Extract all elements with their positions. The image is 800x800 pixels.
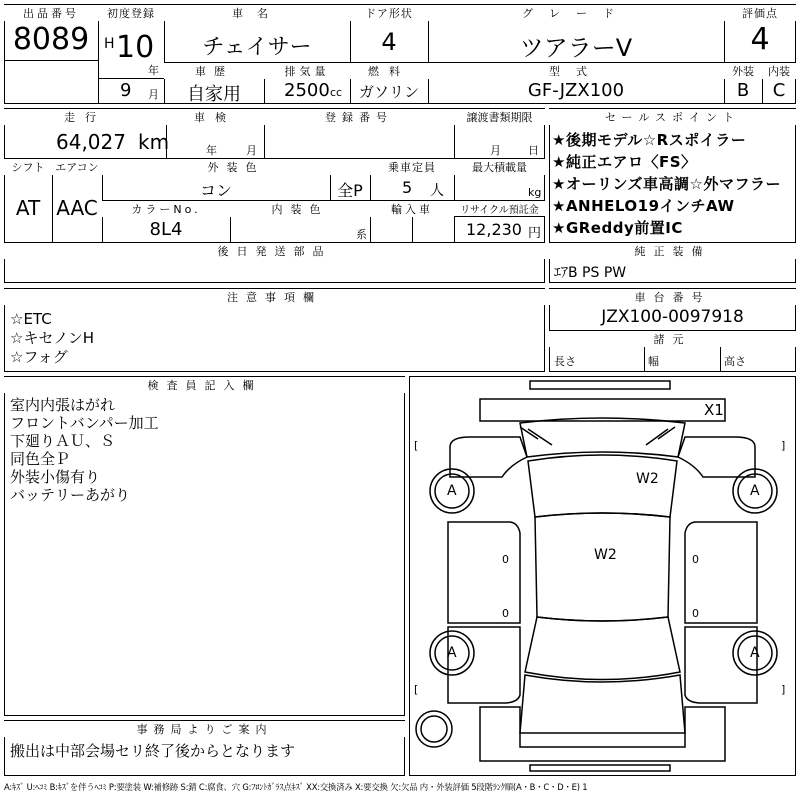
height-label: 高さ <box>724 355 746 368</box>
mark-w2-rear: W2 <box>636 471 659 487</box>
sales-point-1: ★後期モデル☆Rスポイラー <box>552 131 747 149</box>
mark-a-rear-left: A <box>447 483 457 499</box>
recycle: 12,230 <box>466 220 522 239</box>
shift-label: シフト <box>4 159 52 175</box>
ac: AAC <box>56 196 98 220</box>
recycle-yen: 円 <box>528 226 542 241</box>
sales-point-4: ★ANHELO19インチAW <box>552 197 735 215</box>
transfer-day: 日 <box>528 144 539 157</box>
mileage-label: 走行 <box>4 109 166 125</box>
intcolor-label: 内装色 <box>230 201 370 217</box>
chassis-label: 車台番号 <box>549 289 796 305</box>
inspector-note-5: 外装小傷有り <box>10 468 101 486</box>
notes-label: 注意事項欄 <box>4 289 545 305</box>
front-bumper <box>480 707 725 761</box>
car-damage-map <box>409 376 796 776</box>
displacement: 2500 <box>284 80 330 101</box>
history: 自家用 <box>187 84 241 105</box>
year-unit: 年 <box>148 64 159 77</box>
lot-number: 8089 <box>12 22 90 57</box>
score-label: 評価点 <box>724 5 796 21</box>
inspector-note-1: 室内内張はがれ <box>10 396 116 414</box>
inspection-label: 車検 <box>166 109 264 125</box>
cc-unit: cc <box>330 86 343 99</box>
mark-a-front-right: A <box>750 645 760 661</box>
dims-label: 諸元 <box>549 331 796 347</box>
office-note: 搬出は中部会場セリ終了後からとなります <box>10 742 296 760</box>
reg-year: 10 <box>116 30 155 65</box>
recycle-label: リサイクル預託金 <box>454 201 545 216</box>
note-2: ☆キセノンH <box>10 329 94 347</box>
inspector-label: 検査員記入欄 <box>4 377 405 393</box>
import-label: 輸入車 <box>370 201 454 217</box>
car-name-label: 車名 <box>164 5 350 21</box>
mark-zero-4: 0 <box>692 607 699 620</box>
ext-grade: B <box>736 80 750 101</box>
doors-label: ドア形状 <box>350 5 428 21</box>
paint-status: 全P <box>337 181 363 200</box>
rear-panel-top <box>530 381 670 389</box>
note-3: ☆フォグ <box>10 348 68 366</box>
mileage: 64,027 <box>56 130 126 154</box>
capacity-unit: 人 <box>430 183 444 199</box>
tail-lights <box>520 427 675 445</box>
bracket-4: ] <box>781 683 786 696</box>
model: GF-JZX100 <box>527 80 625 101</box>
sales-point-3: ★オーリンズ車高調☆外マフラー <box>552 175 781 193</box>
inspector-note-6: バッテリーあがり <box>10 486 131 504</box>
car-outline-drawing <box>410 377 795 775</box>
mark-x1: X1 <box>704 401 724 419</box>
colorno: 8L4 <box>149 219 183 240</box>
lot-no-label: 出品番号 <box>4 5 98 21</box>
color-label: 外装色 <box>102 159 370 175</box>
ext-label: 外装 <box>724 63 762 79</box>
bracket-1: [ <box>414 439 419 452</box>
displacement-label: 排気量 <box>264 63 350 79</box>
fuel-label: 燃料 <box>350 63 428 79</box>
history-label: 車歴 <box>164 63 264 79</box>
equipment: ｴｱB PS PW <box>554 265 627 281</box>
front-panel-bottom <box>530 765 670 771</box>
int-label: 内装 <box>762 63 796 79</box>
inspection-year-unit: 年 <box>206 144 217 157</box>
load-label: 最大積載量 <box>454 159 545 175</box>
equipment-label: 純正装備 <box>549 243 796 259</box>
later-parts-label: 後日発送部品 <box>4 243 545 259</box>
fuel: ガソリン <box>358 83 419 101</box>
bracket-3: [ <box>414 683 419 696</box>
roof <box>535 513 670 621</box>
mark-a-front-left: A <box>447 645 457 661</box>
width-label: 幅 <box>648 355 659 368</box>
colorno-label: カラーNo. <box>102 201 230 217</box>
sales-point-5: ★GReddy前置IC <box>552 219 683 237</box>
capacity-label: 乗車定員 <box>370 159 454 175</box>
int-grade: C <box>772 80 786 101</box>
hood <box>520 675 685 733</box>
regno-label: 登録番号 <box>264 109 454 125</box>
left-rear-door <box>448 522 520 623</box>
sales-point-2: ★純正エアロ〈FS〉 <box>552 153 697 171</box>
mark-w2-roof: W2 <box>594 547 617 563</box>
rear-right-quarter <box>678 437 755 477</box>
month-unit: 月 <box>148 88 159 101</box>
windshield <box>525 617 680 680</box>
grade-label: グレード <box>428 5 724 21</box>
inspector-note-2: フロントバンパー加工 <box>10 414 159 432</box>
mark-zero-3: 0 <box>692 553 699 566</box>
capacity: 5 <box>402 178 413 197</box>
reg-month: 9 <box>120 80 132 101</box>
length-label: 長さ <box>554 355 576 368</box>
model-label: 型式 <box>428 63 724 79</box>
inspection-month-unit: 月 <box>246 144 257 157</box>
mark-a-rear-right: A <box>750 483 760 499</box>
transfer-label: 譲渡書類期限 <box>454 109 545 125</box>
office-label: 事務局よりご案内 <box>4 721 405 737</box>
sales-points-label: セールスポイント <box>549 109 796 125</box>
load-unit: kg <box>528 186 542 199</box>
intcolor-unit: 系 <box>356 228 367 241</box>
bracket-2: ] <box>781 439 786 452</box>
transfer-month: 月 <box>490 144 501 157</box>
grade: ツアラーV <box>519 34 633 62</box>
doors: 4 <box>381 28 397 56</box>
chassis-number: JZX100-0097918 <box>601 307 744 327</box>
left-front-door <box>448 627 520 703</box>
mark-zero-1: 0 <box>502 553 509 566</box>
inspector-note-4: 同色全Ｐ <box>10 450 71 468</box>
shift: AT <box>15 196 41 220</box>
km-unit: km <box>138 130 170 154</box>
reg-label: 初度登録 <box>98 5 164 21</box>
mark-zero-2: 0 <box>502 607 509 620</box>
color: コン <box>199 181 232 200</box>
legend: A:ｷｽﾞ U:ﾍｺﾐ B:ｷｽﾞを伴うﾍｺﾐ P:要塗装 W:補修跡 S:錆 C:腐食、穴 G:ﾌﾛﾝﾄｶﾞﾗｽ点ｷｽﾞ XX:交換済み X:要交換 欠:欠品 内・外装評価 5段階ﾗﾝｸ順(A・B・C・D・E) 1 <box>4 782 588 792</box>
era: H <box>104 36 115 52</box>
note-1: ☆ETC <box>10 310 52 328</box>
car-name: チェイサー <box>202 35 312 60</box>
score: 4 <box>750 22 770 57</box>
ac-label: エアコン <box>52 159 102 175</box>
inspector-note-3: 下廻りＡＵ、Ｓ <box>10 432 116 450</box>
